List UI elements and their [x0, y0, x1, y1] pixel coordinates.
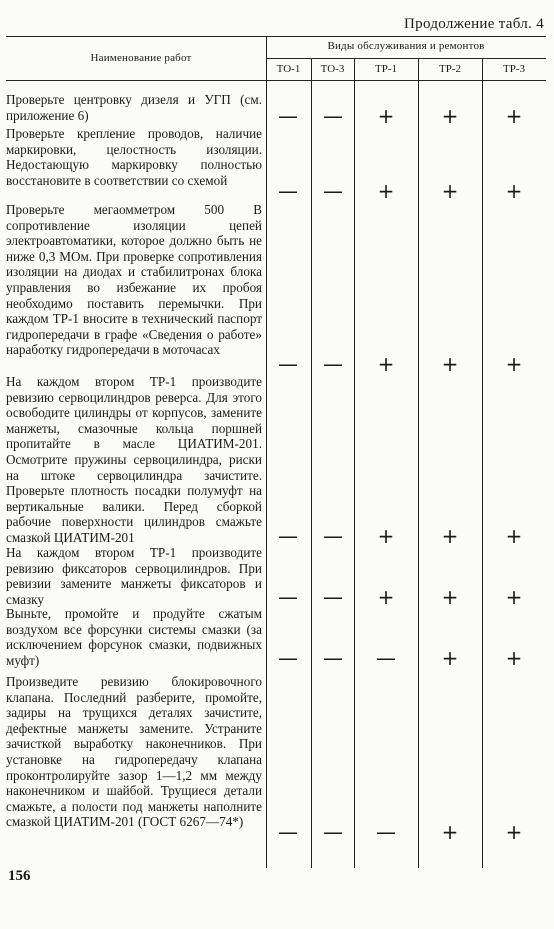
- mark-tr2: +: [441, 524, 459, 548]
- service-group-header: Виды обслуживания и ремонтов: [327, 40, 485, 52]
- header-bottom-rule: [6, 80, 546, 81]
- column-header-tr1: ТР-1: [375, 63, 397, 75]
- mark-tr2: +: [441, 820, 459, 844]
- mark-tr2: +: [441, 352, 459, 376]
- header-group-rule: [266, 58, 546, 59]
- mark-tr2: +: [441, 585, 459, 609]
- column-header-to1: ТО-1: [276, 63, 301, 75]
- mark-to1: —: [278, 104, 298, 128]
- mark-tr3: +: [505, 524, 523, 548]
- table-top-rule: [6, 36, 546, 37]
- mark-to1: —: [278, 352, 298, 376]
- mark-tr2: +: [441, 179, 459, 203]
- column-header-to3: ТО-3: [320, 63, 345, 75]
- mark-tr3: +: [505, 820, 523, 844]
- mark-tr2: +: [441, 104, 459, 128]
- mark-to3: —: [323, 585, 343, 609]
- mark-to3: —: [323, 646, 343, 670]
- table-row-text: Выньте, промойте и продуйте сжатым воздухом все форсунки системы смазки (за исключением форсунок смазки, подвижных муфт): [6, 606, 262, 668]
- work-name-header: Наименование работ: [90, 52, 192, 64]
- mark-tr3: +: [505, 646, 523, 670]
- mark-tr3: +: [505, 179, 523, 203]
- mark-tr1: +: [377, 179, 395, 203]
- mark-to1: —: [278, 646, 298, 670]
- column-divider: [418, 58, 419, 868]
- page-number: 156: [8, 868, 31, 884]
- mark-to3: —: [323, 179, 343, 203]
- mark-tr1: —: [376, 646, 396, 670]
- mark-to3: —: [323, 524, 343, 548]
- mark-to1: —: [278, 585, 298, 609]
- mark-to3: —: [323, 352, 343, 376]
- mark-tr1: +: [377, 104, 395, 128]
- mark-tr3: +: [505, 352, 523, 376]
- table-row-text: Произведите ревизию блокировочного клапана. Последний разберите, промойте, задиры на трущихся деталях зачистите, дефектные манжеты замените. Устраните зачисткой выработку наконечников. При установке на гидропередачу клапана проконтролируйте зазор 1—1,2 мм между наконечником и шайбой. Трущиеся детали смажьте, а полости под манжеты наполните смазкой ЦИАТИМ-201 (ГОСТ 6267—74*): [6, 674, 262, 830]
- table-row-text: Проверьте крепление проводов, наличие маркировки, целостность изоляции. Недостающую маркировку полностью восстановите в соответствии со схемой: [6, 126, 262, 188]
- column-divider: [482, 58, 483, 868]
- mark-tr1: +: [377, 524, 395, 548]
- mark-tr1: +: [377, 352, 395, 376]
- table-row-text: Проверьте мегаомметром 500 В сопротивление изоляции цепей электроавтоматики, которое должно быть не ниже 0,3 МОм. При проверке сопротивления изоляции на диодах и стабилитронах блока управления во избежание их пробоя необходимо поставить перемычки. При каждом ТР-1 вносите в технический паспорт гидропередачи в графе «Сведения о работе» наработку гидропередачи в моточасах: [6, 202, 262, 358]
- column-divider: [266, 36, 267, 868]
- mark-tr1: —: [376, 820, 396, 844]
- column-header-tr3: ТР-3: [503, 63, 525, 75]
- mark-tr3: +: [505, 585, 523, 609]
- table-row-text: На каждом втором ТР-1 производите ревизию сервоцилиндров реверса. Для этого освободите цилиндры от корпусов, замените манжеты, смазочные кольца поршней пропитайте в масле ЦИАТИМ-201. Осмотрите пружины сервоцилиндра, риски на штоке сервоцилиндра зачистите. Проверьте плотность посадки полумуфт на вертикальные валики. Перед сборкой рабочие поверхности цилиндров смажьте смазкой ЦИАТИМ-201: [6, 374, 262, 545]
- maintenance-table: [6, 36, 546, 868]
- mark-tr1: +: [377, 585, 395, 609]
- mark-tr2: +: [441, 646, 459, 670]
- column-header-tr2: ТР-2: [439, 63, 461, 75]
- table-row-text: На каждом втором ТР-1 производите ревизию фиксаторов сервоцилиндров. При ревизии замените манжеты фиксаторов и смазку: [6, 545, 262, 607]
- continuation-caption: Продолжение табл. 4: [404, 16, 544, 32]
- column-divider: [311, 58, 312, 868]
- table-row-text: Проверьте центровку дизеля и УГП (см. приложение 6): [6, 92, 262, 123]
- mark-to3: —: [323, 104, 343, 128]
- mark-to1: —: [278, 524, 298, 548]
- mark-to1: —: [278, 179, 298, 203]
- mark-to3: —: [323, 820, 343, 844]
- mark-to1: —: [278, 820, 298, 844]
- column-divider: [354, 58, 355, 868]
- mark-tr3: +: [505, 104, 523, 128]
